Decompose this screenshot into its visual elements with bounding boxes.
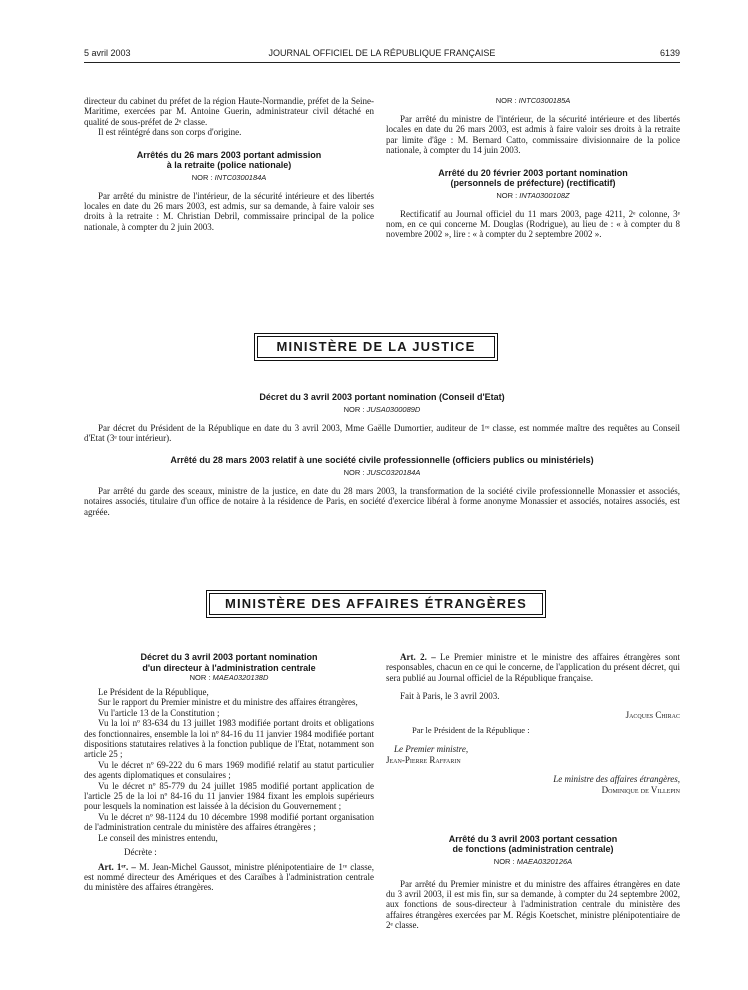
cessation-title-line1: Arrêté du 3 avril 2003 portant cessation xyxy=(448,833,618,844)
foreign-affairs-left-column xyxy=(84,652,374,893)
nor-reference: NOR : MAEA0320126A xyxy=(493,856,573,866)
arrete-paragraph: Par arrêté du garde des sceaux, ministre de la justice, en date du 28 mars 2003, la transformation de la société civile professionnelle Monassier et associés, notaires associés, titulaire d'un office de notaire à la résidence de Paris, en société d'exercice libéral à forme anonyme Monassier et associés, notaires associés, est agréée. xyxy=(84,485,680,517)
top-right-column xyxy=(386,96,680,240)
page-header xyxy=(84,48,680,63)
rectificatif-paragraph: Rectificatif au Journal officiel du 11 mars 2003, page 4211, 2ᵉ colonne, 3ᵉ nom, en ce qui concerne M. Douglas (Rodrigue), au lieu de : « à compter du 8 novembre 2002 », lire : « à compter du 2 septembre 2002 ». xyxy=(386,208,680,240)
nomination-title-line1: Arrêté du 20 février 2003 portant nomination xyxy=(438,167,628,178)
reintegration-paragraph: Il est réintégré dans son corps d'origine. xyxy=(98,127,242,138)
decrete-line: Décrète : xyxy=(124,847,157,858)
foreign-affairs-ministry-title: MINISTÈRE DES AFFAIRES ÉTRANGÈRES xyxy=(209,593,543,615)
journal-title: JOURNAL OFFICIEL DE LA RÉPUBLIQUE FRANÇAISE xyxy=(268,48,496,58)
page-number: 6139 xyxy=(659,48,680,58)
nomination-title-line2: (personnels de préfecture) (rectificatif) xyxy=(450,178,616,189)
vu-decret-98-1124: Vu le décret nº 98-1124 du 10 décembre 1998 modifié portant organisation de l'administration centrale du ministère des affaires étrangères ; xyxy=(84,811,374,833)
justice-ministry-title: MINISTÈRE DE LA JUSTICE xyxy=(257,336,495,358)
mae-name: Dominique de Villepin xyxy=(601,784,680,795)
par-le-president: Par le Président de la République : xyxy=(412,724,530,735)
decree-paragraph: Par décret du Président de la République en date du 3 avril 2003, Mme Gaëlle Dumortier, auditeur de 1ʳᵉ classe, est nommée maître des requêtes au Conseil d'Etat (3ᵉ tour intérieur). xyxy=(84,422,680,443)
justice-section xyxy=(84,392,680,517)
pm-title: Le Premier ministre, xyxy=(394,743,469,754)
rapport-line: Sur le rapport du Premier ministre et du ministre des affaires étrangères, xyxy=(98,697,358,708)
arrete-title: Arrêté du 28 mars 2003 relatif à une société civile professionnelle (officiers publics ou ministériels) xyxy=(170,455,594,466)
decree-title-line2: d'un directeur à l'administration centrale xyxy=(142,662,316,673)
nor-reference: NOR : JUSC0320184A xyxy=(343,467,421,477)
article-1: Art. 1ᵉʳ. – M. Jean-Michel Gaussot, ministre plénipotentiaire de 1ʳᵉ classe, est nommé directeur des Amériques et des Caraïbes à l'administration centrale du ministère des affaires étrangères. xyxy=(84,861,374,893)
retirement-title-line1: Arrêtés du 26 mars 2003 portant admission xyxy=(136,149,322,160)
retirement-paragraph: Par arrêté du ministre de l'intérieur, de la sécurité intérieure et des libertés locales en date du 26 mars 2003, est admis à faire valoir ses droits à la retraite par limite d'âge : M. Bernard Catto, commissaire divisionnaire de la police nationale, à compter du 14 juin 2003. xyxy=(386,114,680,156)
justice-ministry-banner xyxy=(254,333,498,361)
top-left-column xyxy=(84,96,374,232)
retirement-paragraph: Par arrêté du ministre de l'intérieur, de la sécurité intérieure et des libertés locales en date du 26 mars 2003, est admis, sur sa demande, à faire valoir ses droits à la retraite : M. Christian Debril, commissaire principal de la police nationale, à compter du 2 juin 2003. xyxy=(84,190,374,232)
header-date: 5 avril 2003 xyxy=(84,48,131,58)
vu-decret-69-222: Vu le décret nº 69-222 du 6 mars 1969 modifié relatif au statut particulier des agents diplomatiques et consulaires ; xyxy=(84,759,374,781)
nor-reference: NOR : INTA0300108Z xyxy=(496,190,570,200)
retirement-title-line2: à la retraite (police nationale) xyxy=(166,160,292,171)
nor-reference: NOR : INTC0300184A xyxy=(191,172,267,182)
nor-reference: NOR : INTC0300185A xyxy=(495,96,571,105)
cessation-title-line2: de fonctions (administration centrale) xyxy=(452,844,614,855)
continued-paragraph: directeur du cabinet du préfet de la région Haute-Normandie, préfet de la Seine-Maritime, exercées par M. Antoine Guerin, administrateur civil détaché en qualité de sous-préfet de 2ᵉ classe. xyxy=(84,96,374,127)
fait-line: Fait à Paris, le 3 avril 2003. xyxy=(400,691,500,702)
article-2: Art. 2. – Le Premier ministre et le ministre des affaires étrangères sont responsables, chacun en ce qui le concerne, de l'application du présent décret, qui sera publié au Journal officiel de la République française. xyxy=(386,652,680,683)
decree-title-line1: Décret du 3 avril 2003 portant nomination xyxy=(140,652,318,662)
vu-decret-85-779: Vu le décret nº 85-779 du 24 juillet 1985 modifié portant application de l'article 25 de la loi nº 84-16 du 11 janvier 1984 fixant les emplois supérieurs pour lesquels la nomination est laissée à la décision du Gouvernement ; xyxy=(84,780,374,812)
vu-loi-83-634: Vu la loi nº 83-634 du 13 juillet 1983 modifiée portant droits et obligations des fonctionnaires, ensemble la loi nº 84-16 du 11 janvier 1984 modifiée portant dispositions statutaires relatives à la fonction publique de l'Etat, notamment son article 25 ; xyxy=(84,718,374,760)
nor-reference: NOR : MAEA0320138D xyxy=(189,673,269,682)
foreign-affairs-ministry-banner xyxy=(206,590,546,618)
pm-name: Jean-Pierre Raffarin xyxy=(386,754,461,765)
mae-title: Le ministre des affaires étrangères, xyxy=(553,773,680,784)
vu-constitution: Vu l'article 13 de la Constitution ; xyxy=(98,707,220,718)
president-line: Le Président de la République, xyxy=(98,687,209,697)
foreign-affairs-right-column xyxy=(386,652,680,931)
signature-president: Jacques Chirac xyxy=(625,709,680,720)
cessation-paragraph: Par arrêté du Premier ministre et du ministre des affaires étrangères en date du 3 avril 2003, il est mis fin, sur sa demande, à compter du 24 septembre 2002, aux fonctions de sous-directeur à l'administration centrale du ministère des affaires étrangères exercées par M. Régis Koetschet, ministre plénipotentiaire de 2ᵉ classe. xyxy=(386,878,680,931)
conseil-line: Le conseil des ministres entendu, xyxy=(98,832,218,843)
decree-title: Décret du 3 avril 2003 portant nomination (Conseil d'Etat) xyxy=(259,392,505,402)
nor-reference: NOR : JUSA0300089D xyxy=(343,404,421,414)
